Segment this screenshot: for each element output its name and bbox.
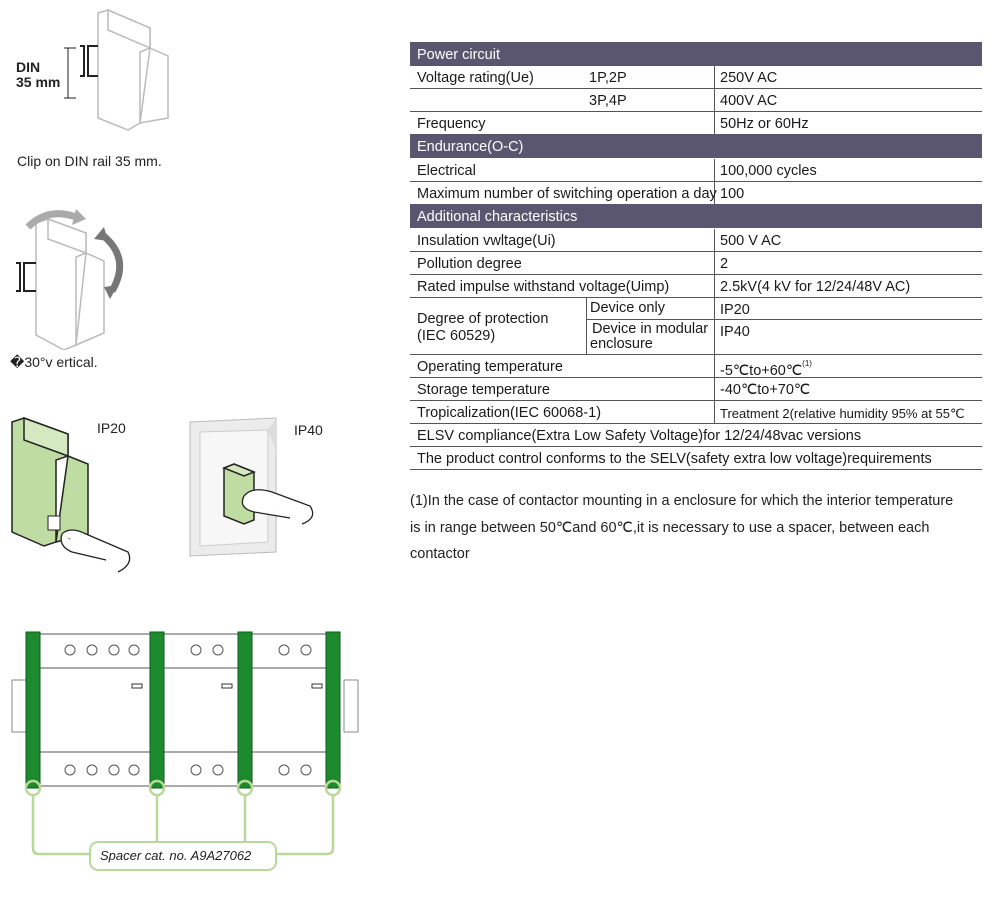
spec-table [410,42,982,470]
voltage-400: 400V AC [720,93,778,109]
protection-label: Degree of protection [417,311,549,327]
protection-standard: (IEC 60529) [417,328,496,344]
table-row [410,401,982,424]
table-row [410,378,982,401]
ip20-illustration [8,412,138,582]
impulse-label: Rated impulse withstand voltage(Uimp) [417,279,670,295]
storage-temp-value: -40℃to+70℃ [720,382,811,398]
device-modular-label-2: enclosure [590,336,653,352]
storage-temp-label: Storage temperature [417,382,550,398]
table-row [410,275,982,298]
spacer-illustration [8,628,368,878]
clip-caption: Clip on DIN rail 35 mm. [17,153,162,169]
device-modular-label: Device in modular [592,321,709,337]
spacer-label: Spacer cat. no. A9A27062 [100,848,252,863]
insulation-label: Insulation vwltage(Ui) [417,233,556,249]
pollution-label: Pollution degree [417,256,522,272]
max-switching-value: 100 [720,186,745,202]
electrical-value: 100,000 cycles [720,163,817,179]
frequency-value: 50Hz or 60Hz [720,116,809,132]
max-switching-label: Maximum number of switching operation a day [417,186,717,202]
impulse-value: 2.5kV(4 kV for 12/24/48V AC) [720,279,911,295]
footnote-line: (1)In the case of contactor mounting in a enclosure for which the interior temperature [410,493,954,509]
footnote-ref: (1) [802,359,812,368]
selv-statement: The product control conforms to the SELV(safety extra low voltage)requirements [417,451,932,467]
protection-row [410,298,982,355]
pollution-value: 2 [720,256,729,272]
operating-temp-range: -5℃to+60℃ [720,363,803,379]
table-row [410,182,982,204]
tropicalization-value: Treatment 2(relative humidity 95% at 55℃ [720,406,965,421]
section-header-endurance: Endurance(O-C) [410,134,982,158]
voltage-rating-label: Voltage rating(Ue) [417,70,534,86]
ip20-label: IP20 [97,420,126,436]
table-row [410,355,982,378]
tilt-illustration [8,205,138,350]
table-row [410,159,982,182]
table-row [410,112,982,134]
insulation-value: 500 V AC [720,233,782,249]
section-header-power-circuit: Power circuit [410,42,982,66]
voltage-250: 250V AC [720,70,778,86]
device-modular-value: IP40 [720,324,750,340]
din-label: DIN [16,59,41,75]
operating-temp-label: Operating temperature [417,359,563,375]
ip40-label: IP40 [294,422,323,438]
table-row [410,424,982,447]
footnote-line: is in range between 50℃and 60℃,it is necessary to use a spacer, between each [410,519,930,536]
table-row [410,447,982,470]
tilt-caption: �30°v ertical. [10,354,98,370]
tropicalization-label: Tropicalization(IEC 60068-1) [417,405,602,421]
footnote [410,488,1000,568]
footnote-line: contactor [410,546,470,562]
electrical-label: Electrical [417,163,476,179]
pole-3p4p: 3P,4P [589,93,627,109]
table-row [410,229,982,252]
section-header-additional: Additional characteristics [410,204,982,228]
frequency-label: Frequency [417,116,486,132]
device-only-label: Device only [590,300,665,316]
elsv-compliance: ELSV compliance(Extra Low Safety Voltage)for 12/24/48vac versions [417,428,862,444]
device-only-value: IP20 [720,302,750,318]
table-row [410,66,982,89]
din-size-label: 35 mm [16,74,61,90]
table-row [410,89,982,112]
table-row [410,252,982,275]
pole-1p2p: 1P,2P [589,70,627,86]
operating-temp-value [720,359,812,379]
